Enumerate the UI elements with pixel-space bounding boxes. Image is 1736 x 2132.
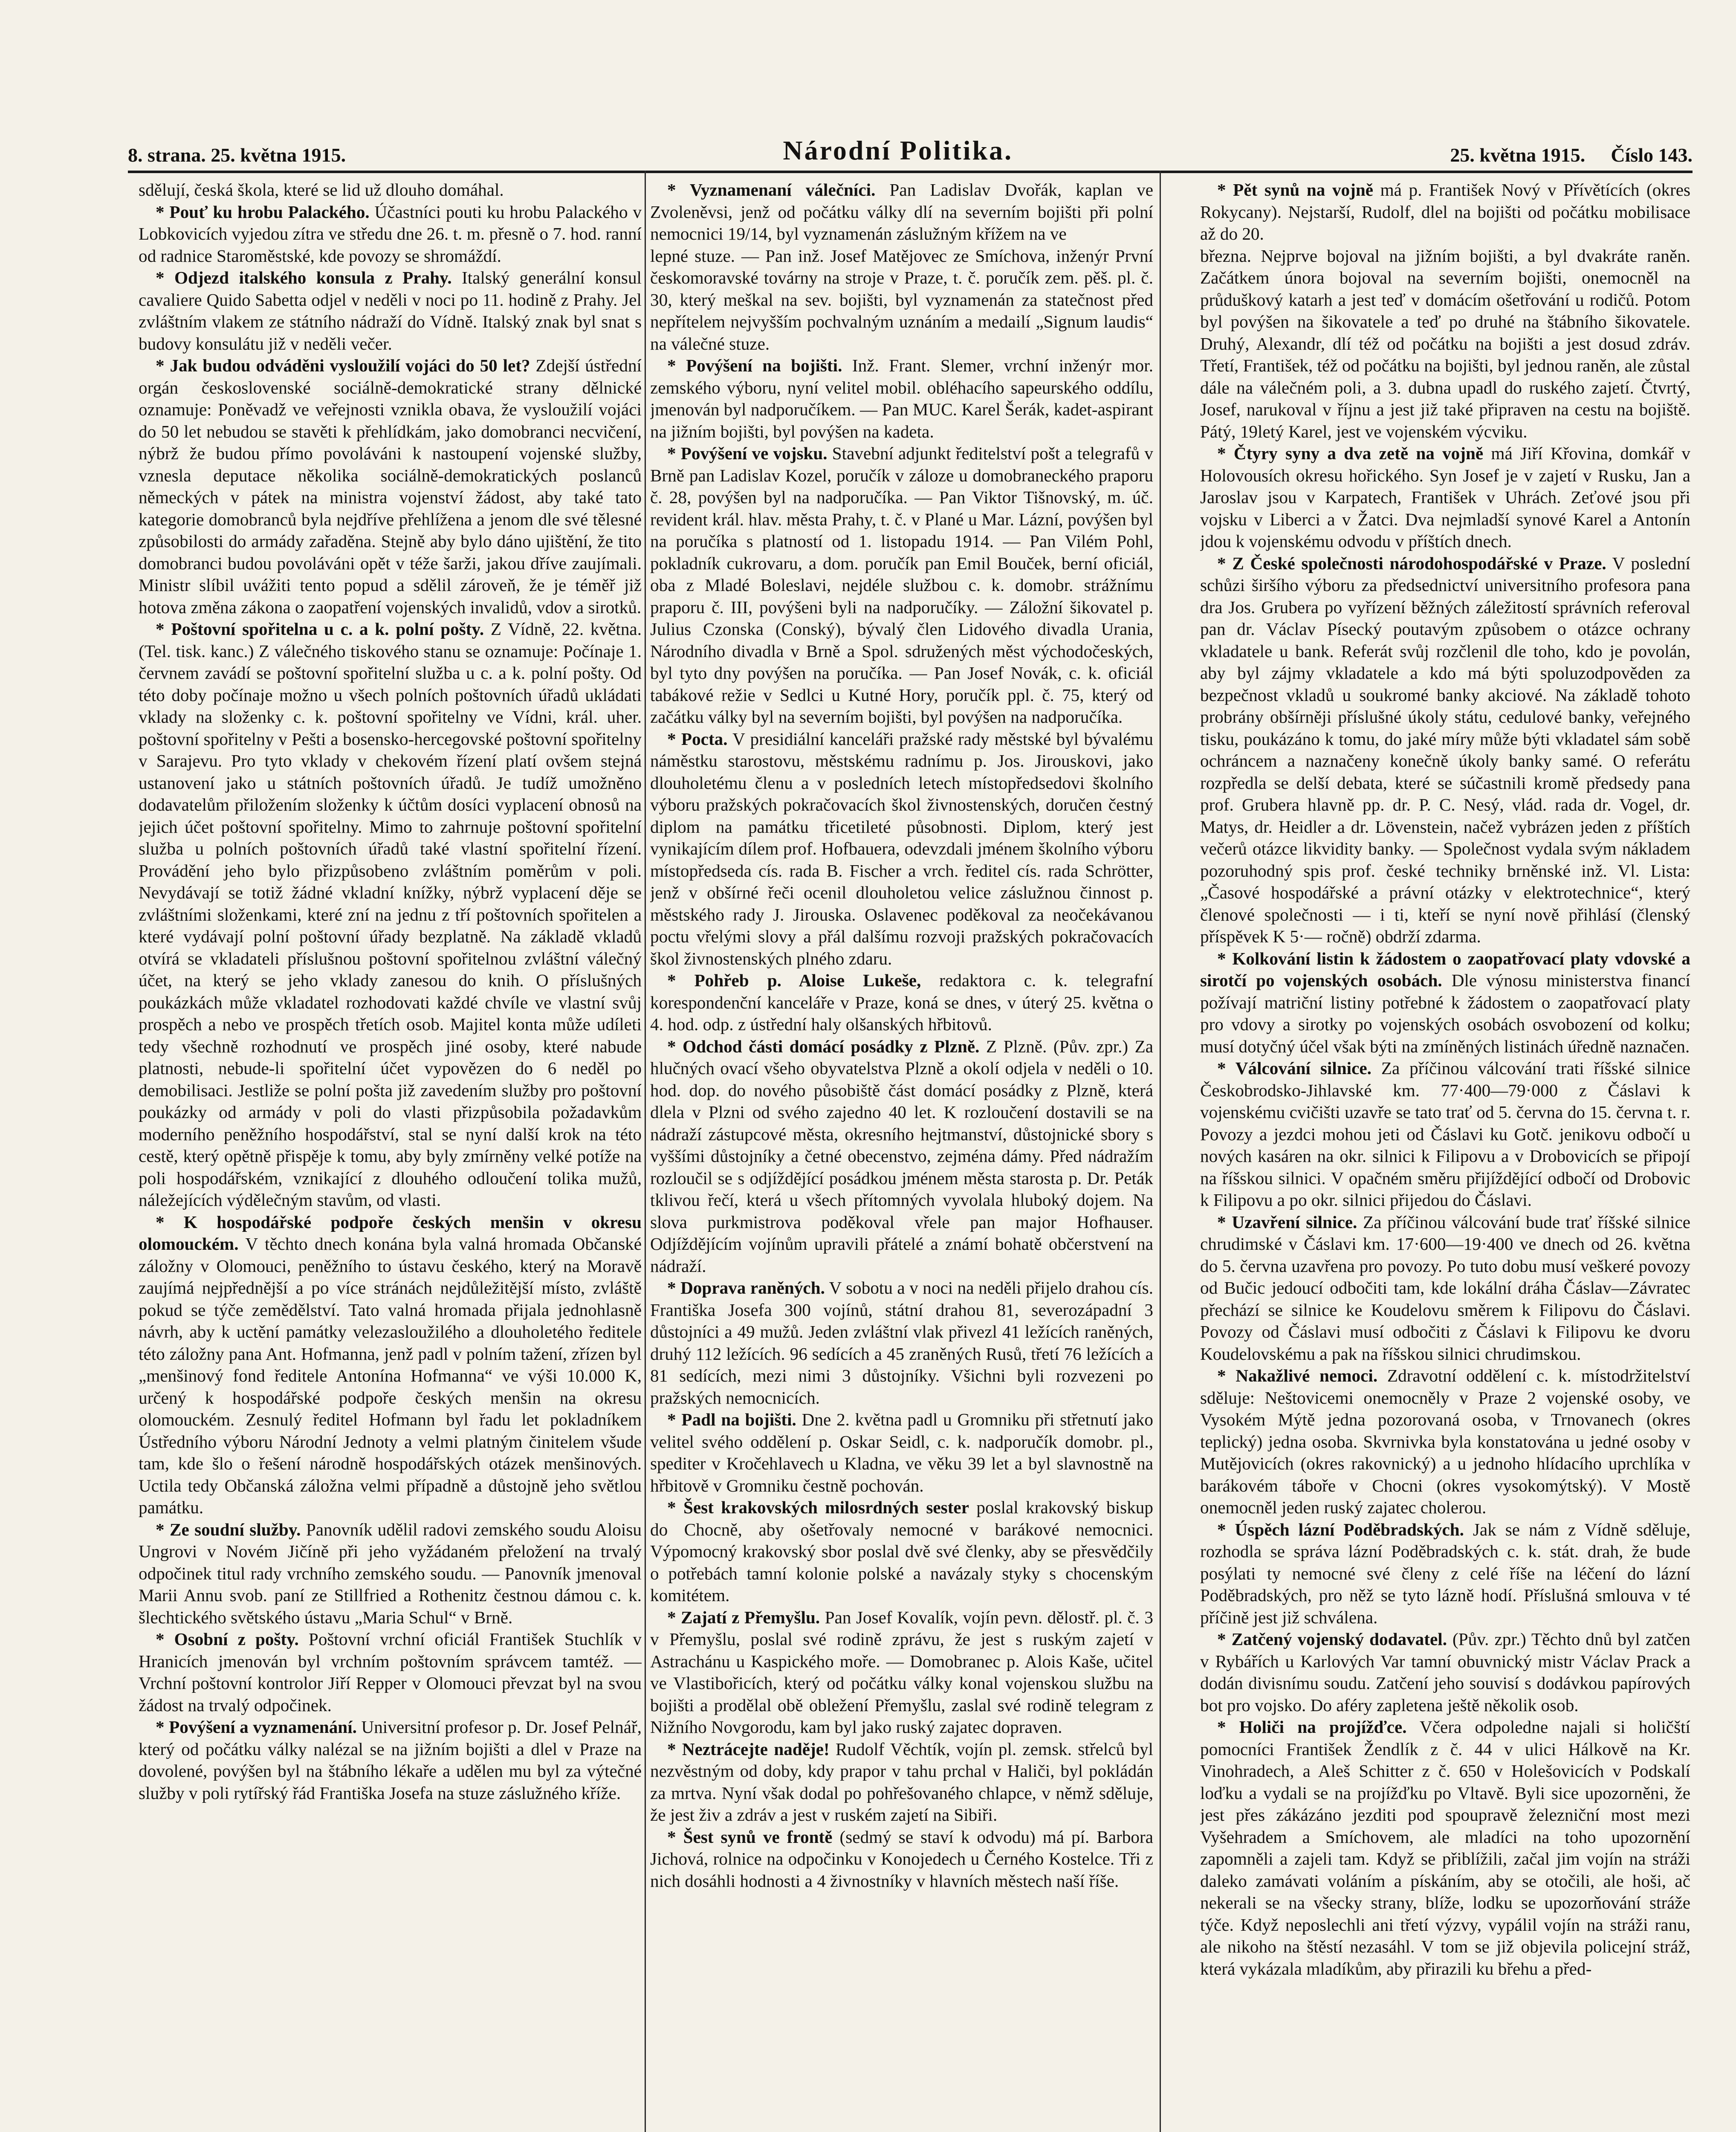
column-1: [139, 179, 642, 2132]
article-paragraph: [139, 1211, 642, 1519]
article-heading: * Osobní z pošty.: [156, 1629, 299, 1649]
article-text: V poslední schůzi širšího výboru za předsednictví universitního profesora pana dra Jos. Grubera po vyřízení běžných záležitostí správních referoval pan dr. Václav Písecký poutavým způsobem o otázce ochrany vkladatele u bank. Referát svůj rozčlenil dle toho, kdo je povolán, aby byl zájmy vkladatele a kdo má býti spoluzodpověden za bezpečnost vkladů u soukromé banky akciové. Na základě tohoto probrány obšírněji příslušné úkoly státu, cedulové banky, veřejného tisku, poukázáno k tomu, do jaké míry může býti vkladatel sám sobě ochráncem a naznačeny konečně úkoly banky samé. O referátu rozpředla se delší debata, které se súčastnili kromě předsedy pana prof. Grubera hlavně pp. dr. P. C. Nesý, vlád. rada dr. Vogel, dr. Matys, dr. Heidler a dr. Lövenstein, načež vybrázen jeden z příštích večerů otázce likvidity banky. — Společnost vydala svým nákladem pozoruhodný spis prof. české techniky brněnské inž. Vl. Lista: „Časové hospodářské a právní otázky v elektrotechnice“, který členové společnosti — i ti, kteří se nyní nově přihlásí (členský příspěvek K 5·— ročně) obdrží zdarma.: [1200, 553, 1690, 946]
article-paragraph: [139, 1519, 642, 1629]
article-heading: * Pohřeb p. Aloise Lukeše,: [667, 970, 921, 990]
article-paragraph: [139, 1628, 642, 1716]
header-date: 25. května 1915.: [1450, 144, 1586, 166]
article-heading: * Poštovní spořitelna u c. a k. polní pošty.: [156, 619, 484, 639]
article-heading: * Válcování silnice.: [1217, 1058, 1371, 1078]
article-heading: * Vyznamenaní válečníci.: [667, 180, 876, 200]
article-text: poslal krakovský biskup do Chocně, aby ošetřovaly nemocné v barákové nemocnici. Výpomocný krakovský sbor poslal dvě své členky, aby se přesvědčily o potřebách tamní kolonie polské a navázaly styky s chocenským komitétem.: [650, 1498, 1153, 1605]
article-paragraph: [1200, 948, 1690, 1058]
article-heading: * Pět synů na vojně: [1217, 180, 1374, 200]
article-paragraph: [650, 1607, 1153, 1738]
article-paragraph: [650, 728, 1153, 970]
article-heading: * Pocta.: [667, 729, 728, 749]
article-paragraph: [650, 1036, 1153, 1277]
article-heading: * Šest synů ve frontě: [667, 1827, 833, 1847]
article-text: (sedmý se staví k odvodu) má pí. Barbora Jichová, rolnice na odpočinku v Konojedech u Černého Kostelce. Tři z nich dosáhli hodnosti a 4 živnostníky v hlavních městech naší říše.: [650, 1827, 1153, 1891]
article-text: Pan Ladislav Dvořák, kaplan ve Zvoleněvsi, jenž od počátku války dlí na severním bojišti při polní nemocnici 19/14, byl vyznamenán záslužným křížem na ve: [650, 180, 1153, 243]
article-paragraph: [1200, 1057, 1690, 1211]
article-text: Za příčinou válcování bude trať říšské silnice chrudimské v Čáslavi km. 17·600—19·400 ve dnech od 26. května do 5. června uzavřena pro povozy. Po tuto dobu musí veškeré povozy od Bučic jedoucí odbočiti tam, kde lokální dráha Čáslav—Závratec přechází se silnice ke Koudelovu směrem k Filipovu do Čáslavi. Povozy od Čáslavi musí odbočiti z Čáslavi k Filipovu ke dvoru Koudelovskému a pak na říšskou silnici chrudimskou.: [1200, 1212, 1690, 1364]
article-heading: * Uzavření silnice.: [1217, 1212, 1357, 1232]
article-heading: * Pouť ku hrobu Palackého.: [156, 202, 370, 222]
article-text: Jak se nám z Vídně sděluje, rozhodla se správa lázní Poděbradských c. k. stát. drah, že bude posýlati ty nemocné své členy z celé říše na léčení do lázní Poděbradských, pro něž se tyto lázně hodí. Příslušná smlouva v té příčině jest již schválena.: [1200, 1519, 1690, 1627]
article-paragraph: [1200, 1519, 1690, 1629]
article-paragraph: [1200, 179, 1690, 245]
article-paragraph: [650, 245, 1153, 355]
article-heading: * Odchod části domácí posádky z Plzně.: [667, 1036, 980, 1056]
article-text: Inž. Frant. Slemer, vrchní inženýr mor. zemského výboru, nyní velitel mobil. obléhacího sapeurského oddílu, jmenován byl nadporučíkem. — Pan MUC. Karel Šerák, kadet-aspirant na jižním bojišti, byl povýšen na kadeta.: [650, 356, 1153, 441]
article-heading: * Čtyry syny a dva zetě na vojně: [1217, 443, 1484, 463]
article-text: Dle výnosu ministerstva financí požívají matriční listiny potřebné k žádostem o zaopatřovací platy pro vdovy a sirotky po vojenských osobách osvobození od kolku; musí dotyčný účel však býti na zmíněných listinách úředně naznačen.: [1200, 970, 1690, 1056]
article-heading: * Z České společnosti národohospodářské v Praze.: [1217, 553, 1606, 573]
article-heading: * Padl na bojišti.: [667, 1410, 796, 1429]
article-text: března. Nejprve bojoval na jižním bojišti, a byl dvakráte raněn. Začátkem února bojoval na severním bojišti, onemocněl na průduškový katarh a jest teď v domácím ošetřování u rodičů. Potom byl povýšen na šikovatele a teď po druhé na štábního šikovatele. Druhý, Alexandr, dlí též od počátku na bojišti a jest dosud zdráv. Třetí, František, též od počátku na bojišti, byl jednou raněn, ale zůstal dále na válečném poli, a 3. dubna upadl do ruského zajetí. Čtvrtý, Josef, narukoval v říjnu a jest již také připraven na cestu na bojiště. Pátý, 19letý Karel, jest ve vojenském výcviku.: [1200, 246, 1690, 441]
article-paragraph: [650, 1409, 1153, 1497]
article-paragraph: [1200, 1365, 1690, 1519]
article-paragraph: [139, 179, 642, 201]
article-text: Zdejší ústřední orgán československé sociálně-demokratické strany dělnické oznamuje: Poněvadž ve veřejnosti vznikla obava, že vysloužilí vojáci do 50 let nebudou se stavěti k přehlídkám, jako domobranci necvičení, nýbrž že budou přímo povoláváni k nastoupení vojenské služby, vznesla deputace několika sociálně-demokratických poslanců německých v pátek na ministra vojenství žádost, aby také tato kategorie domobranců byla nejdříve přehlížena a jenom dle své tělesné způsobilosti do armády zařaděna. Stejně aby bylo dáno ujištění, že tito domobranci budou povoláváni opět v téže šarži, jakou dříve zaujímali. Ministr slíbil uvážiti tento popud a sdělil zároveň, že je téměř již hotova změna zákona o zaopatření vojenských invalidů, vdov a sirotků.: [139, 356, 642, 617]
masthead-title: Národní Politika.: [783, 135, 1013, 165]
article-heading: * Nakažlivé nemoci.: [1217, 1366, 1378, 1385]
article-heading: * Kolkování listin k žádostem o zaopatřovací platy vdovské a sirotčí po vojenských osobách.: [1200, 948, 1690, 990]
page-number-date: 8. strana. 25. května 1915.: [128, 144, 346, 166]
article-text: Zdravotní oddělení c. k. místodržitelství sděluje: Neštovicemi onemocněly v Praze 2 vojenské osoby, ve Vysokém Mýtě jedna pozorovaná osoba, v Trnovanech (okres teplický) jedna osoba. Skvrnivka byla konstatována u jedné osoby v Mutějovicích (okres rakovnický) a u jednoho hlídacího uprchlíka v barákovém táboře v Chocni (okres vysokomýtský). V Mostě onemocněl jeden ruský zajatec cholerou.: [1200, 1366, 1690, 1517]
article-heading: * Jak budou odváděni vysloužilí vojáci do 50 let?: [156, 356, 530, 375]
article-text: Universitní profesor p. Dr. Josef Pelnář, který od počátku války nalézal se na jižním bojišti a dlel v Praze na dovolené, povýšen byl na štábního lékaře a udělen mu byl za výtečné služby v poli rytířský řád Františka Josefa na stuze záslužného kříže.: [139, 1717, 642, 1803]
article-text: lepné stuze. — Pan inž. Josef Matějovec ze Smíchova, inženýr První českomoravské továrny na stroje v Praze, t. č. poručík zem. pěš. pl. č. 30, který meškal na sev. bojišti, byl vyznamenán za statečnost před nepřítelem nejvyšším pochvalným uznáním a medailí „Signum laudis“ na válečné stuze.: [650, 246, 1153, 353]
article-heading: * Úspěch lázní Poděbradských.: [1217, 1519, 1464, 1539]
article-text: V těchto dnech konána byla valná hromada Občanské záložny v Olomouci, peněžního to ústavu českého, který na Moravě zaujímá nejpřednější a po více stránách nejdůležitější místo, zvláště pokud se týče zemědělství. Tato valná hromada přijala jednohlasně návrh, aby k uctění památky velezasloužilého a dlouholetého ředitele této záložny pana Ant. Hofmanna, jenž padl v polním tažení, zřízen byl „menšinový fond ředitele Antonína Hofmanna“ ve výši 10.000 K, určený k hospodářské podpoře českých menšin na okresu olomouckém. Zesnulý ředitel Hofmann byl řadu let pokladníkem Ústředního výboru Národní Jednoty a velmi platným činitelem všude tam, kde šlo o řešení národně hospodářských otázek menšinových. Uctila tedy Občanská záložna velmi případně a důstojně jeho světlou památku.: [139, 1234, 642, 1517]
article-paragraph: [1200, 1628, 1690, 1716]
article-heading: * Ze soudní služby.: [156, 1519, 301, 1539]
article-paragraph: [650, 1826, 1153, 1892]
article-paragraph: [650, 1277, 1153, 1409]
article-text: má Jiří Křovina, domkář v Holovousích okresu hořického. Syn Josef je v zajetí v Rusku, Jan a Jaroslav jsou v Karpatech, František v Uhrách. Zeťové jsou při vojsku v Liberci a v Žatci. Dva nejmladší synové Karel a Antonín jdou k vojenskému odvodu v příštích dnech.: [1200, 443, 1690, 551]
column-2: [650, 179, 1153, 2132]
article-heading: * Zajatí z Přemyšlu.: [667, 1607, 820, 1627]
article-heading: * Zatčený vojenský dodavatel.: [1217, 1629, 1447, 1649]
article-heading: * Šest krakovských milosrdných sester: [667, 1498, 969, 1517]
article-paragraph: [139, 355, 642, 618]
issue-number: Číslo 143.: [1611, 144, 1693, 166]
article-text: Účastníci pouti ku hrobu Palackého v Lobkovicích vyjedou zítra ve středu dne 26. t. m. přesně o 7. hod. ranní od radnice Staroměstské, kde povozy se shromáždí.: [139, 202, 642, 266]
article-text: (Pův. zpr.) Těchto dnů byl zatčen v Rybářích u Karlových Var tamní obuvnický mistr Václav Prack a dodán divisnímu soudu. Zatčení jeho souvisí s dodávkou papírových bot pro vojsko. Do aféry zapletena ještě několik osob.: [1200, 1629, 1690, 1715]
article-heading: * Povýšení na bojišti.: [667, 356, 842, 375]
article-paragraph: [650, 355, 1153, 443]
article-text: Za příčinou válcování trati říšské silnice Českobrodsko-Jihlavské km. 77·400—79·000 z Čáslavi k vojenskému cvičišti uzavře se tato trať od 5. června do 15. června t. r. Povozy a jezdci mohou jeti od Čáslavi ku Gotč. jenikovu odbočí u nových kasáren na okr. silnici k Filipovu a v Drobovicích se připojí na říšskou silnici. V opačném směru přijíždějící odbočí od Drobovic k Filipovu a po okr. silnici přijedou do Čáslavi.: [1200, 1058, 1690, 1210]
article-text: Italský generální konsul cavaliere Quido Sabetta odjel v neděli v noci po 11. hodině z Prahy. Jel zvláštním vlakem ze státního nádraží do Vídně. Italský znak byl snat s budovy konsulátu již v neděli večer.: [139, 268, 642, 353]
article-heading: * Odjezd italského konsula z Prahy.: [156, 268, 452, 287]
article-text: má p. František Nový v Přívětících (okres Rokycany). Nejstarší, Rudolf, dlel na bojišti od počátku mobilisace až do 20.: [1200, 180, 1690, 243]
article-text: Rudolf Věchtík, vojín pl. zemsk. střelců byl nezvěstným od doby, kdy prapor v tahu prchal v Haliči, byl pokládán za mrtva. Nyní však dodal po pohřešovaného chlapce, v němž sděluje, že jest živ a zdráv a jest v ruském zajetí na Sibiři.: [650, 1739, 1153, 1825]
column-divider: [645, 171, 646, 2132]
article-text: redaktora c. k. telegrafní korespondenční kanceláře v Praze, koná se dnes, v úterý 25. května o 4. hod. odp. z ústřední haly olšanských hřbitovů.: [650, 970, 1153, 1034]
article-text: Pan Josef Kovalík, vojín pevn. dělostř. pl. č. 3 v Přemyšlu, poslal své rodině zprávu, že jest s ruským zajetí v Astrachánu u Kaspického moře. — Domobranec p. Alois Kaše, učitel ve Vlastibořicích, který od počátku války konal vojenskou službu na bojišti a prodělal obě obležení Přemyšlu, zaslal své rodině telegram z Nižního Novgorodu, kam byl jako ruský zajatec dopraven.: [650, 1607, 1153, 1737]
article-paragraph: [1200, 1211, 1690, 1365]
article-paragraph: [650, 1497, 1153, 1607]
article-text: Včera odpoledne najali si holičští pomocníci František Žendlík z č. 44 v ulici Hálkově na Kr. Vinohradech, a Aleš Schitter z č. 650 v Holešovicích v Podskalí loďku a vydali se na projížďku po Vltavě. Byli sice upozorněni, že jest přes zákázáno jezditi pod spoupravě železniční most mezi Vyšehradem a Smíchovem, ale mladíci na toho upozornění zapomněli a zajeli tam. Když se přiblížili, začal jim vojín na stráži daleko zamávati voláním a pískáním, aby se otočili, ale hoši, ač nekerali se na všecky strany, blíže, lodku se upozorňování stráže týče. Když neposlechli ani třetí výzvy, vypálil vojín na stráži ranu, ale nikoho na štěstí nezasáhl. V tom se již objevila policejní stráž, která vykázala mladíkům, aby přirazili ku břehu a před-: [1200, 1717, 1690, 1978]
article-text: Z Vídně, 22. května. (Tel. tisk. kanc.) Z válečného tiskového stanu se oznamuje: Počínaje 1. červnem zavádí se poštovní spořitelní služba u c. a k. polní pošty. Od této doby počínaje možno u všech polních poštovních úřadů ukládati vklady na složenky c. k. poštovní spořitelny ve Vídni, král. uher. poštovní spořitelny v Pešti a bosensko-hercegovské poštovní spořitelny v Sarajevu. Pro tyto vklady v chekovém řízení platí ovšem stejná ustanovení jako u státních poštovních úřadů. Je tudíž umožněno dodavatelům přiložením složenky k účtům dosíci vyplacení obnosů na jejich účet poštovní spořitelny. Mimo to zahrnuje poštovní spořitelní služba u polních poštovních úřadů také vlastní spořitelní řízení. Provádění jeho bylo přizpůsobeno zvláštním poměrům v poli. Nevydávají se totiž žádné vkladní knížky, nýbrž vyplacení děje se zvláštními složenkami, které zní na jednu z tří poštovních spořitelen a které vydávají polní poštovní úřady bezplatně. Na základě vkladů otvírá se vkladateli příslušnou poštovní spořitelnou zvláštní válečný účet, na který se jeho vklady zanesou do knih. O příslušných poukázkách může vkladatel rozhodovati každé chvíle ve vlastní svůj prospěch a nebo ve prospěch třetích osob. Majitel konta může udíleti tedy všechně rozhodnutí ve prospěch jiné osoby, které nabude platnosti, nebude-li spořitelní účet vypovězen do 6 neděl po demobilisaci. Jestliže se polní pošta již zavedením služby pro poštovní poukázky od armády v poli do vlasti přizpůsobila požadavkům moderního peněžního hospodářství, stal se nyní další krok na této cestě, který opětně přispěje k tomu, aby byly zmírněny velké potíže na poli hospodářském, vznikající z dlouhého odloučení tolika mužů, náležejících výdělečným stavům, od vlasti.: [139, 619, 642, 1210]
article-text: Panovník udělil radovi zemského soudu Aloisu Ungrovi v Novém Jičíně při jeho vyžádaném přeložení na trvalý odpočinek titul rady vrchního zemského soudu. — Panovník jmenoval Marii Annu svob. paní ze Stillfried a Rothenitz čestnou dámou c. k. šlechtického světského ústavu „Maria Schul“ v Brně.: [139, 1519, 642, 1627]
article-paragraph: [139, 201, 642, 267]
article-text: V presidiální kanceláři pražské rady městské byl bývalému náměstku starostovu, městskému radnímu p. Jos. Jirouskovi, jako dlouholetému členu a v posledních letech místopředsedovi školního výboru pražských pokračovacích škol živnostenských, doručen čestný diplom na památku třicetileté působnosti. Diplom, který jest vynikajícím dílem prof. Hofbauera, odevzdali jménem školního výboru místopředseda cís. rada B. Fischer a vrch. ředitel cís. rada Schrötter, jenž v obšírné řeči ocenil dlouholetou velice záslužnou činnost p. městského rady J. Jirouska. Oslavenec poděkoval za neočekávanou poctu vřelými slovy a přál dalšímu rozvoji pražských pokračovacích škol živnostenských plného zdaru.: [650, 729, 1153, 968]
article-paragraph: [650, 443, 1153, 728]
article-paragraph: [1200, 443, 1690, 553]
article-heading: * Doprava raněných.: [667, 1278, 825, 1298]
article-heading: * Holiči na projížďce.: [1217, 1717, 1407, 1737]
page-header: [128, 127, 1693, 173]
article-paragraph: [650, 970, 1153, 1036]
article-heading: * Povýšení a vyznamenání.: [156, 1717, 357, 1737]
article-text: Poštovní vrchní oficiál František Stuchlík v Hranicích jmenován byl vrchním poštovním správcem tamtéž. — Vrchní poštovní kontrolor Jiří Repper v Olomouci převzat byl na svou žádost na trvalý odpočinek.: [139, 1629, 642, 1715]
article-paragraph: [1200, 1716, 1690, 1980]
article-heading: * Neztrácejte naděje!: [667, 1739, 830, 1759]
article-text: sdělují, česká škola, které se lid už dlouho domáhal.: [139, 180, 504, 200]
article-text: Z Plzně. (Pův. zpr.) Za hlučných ovací všeho obyvatelstva Plzně a okolí odjela v neděli o 10. hod. dop. do nového působiště část domácí posádky z Plzně, která dlela v Plzni od svého zajedno 40 let. K rozloučení dostavili se na nádraží zástupcové města, okresního hejtmanství, důstojnické sbory s vyššími důstojníky a četné obecenstvo, zejména dámy. Před nádražím rozloučil se s odjíždějící posádkou jménem města starosta p. Dr. Peták tklivou řečí, která u všech přítomných vyvolala hluboký dojem. Na slova purkmistrova poděkoval vřele pan major Hofhauser. Odjíždějícím vojínům upravili přátelé a známí bohatě občerstvení na nádraží.: [650, 1036, 1153, 1276]
column-3: [1200, 179, 1690, 2132]
article-text: V sobotu a v noci na neděli přijelo drahou cís. Františka Josefa 300 vojínů, státní drahou 81, severozápadní 3 důstojníci a 49 mužů. Jeden zvláštní vlak přivezl 41 ležících raněných, druhý 112 ležících. 96 sedících a 45 zraněných Rusů, třetí 76 ležících a 81 sedících, mezi nimi 3 důstojníky. Všichni byli rozvezeni po pražských nemocnicích.: [650, 1278, 1153, 1408]
article-paragraph: [650, 1738, 1153, 1826]
article-paragraph: [139, 267, 642, 355]
article-heading: * Povýšení ve vojsku.: [667, 443, 827, 463]
article-text: Dne 2. května padl u Gromniku při střetnutí jako velitel svého oddělení p. Oskar Seidl, c. k. nadporučík domobr. pl., spediter v Kročehlavech u Kladna, ve věku 39 let a byl slavnostně na hřbitově v Gromniku čestně pochován.: [650, 1410, 1153, 1495]
article-text: Stavební adjunkt ředitelství pošt a telegrafů v Brně pan Ladislav Kozel, poručík v záloze u domobraneckého praporu č. 28, povýšen byl na nadporučíka. — Pan Viktor Tišnovský, m. úč. revident král. hlav. města Prahy, t. č. v Plané u Mar. Lázní, povýšen byl na poručíka s platností od 1. listopadu 1914. — Pan Vilém Pohl, pokladník cukrovaru, a dom. poručík pan Emil Bouček, berní oficiál, oba z Mladé Boleslavi, nejdéle službou c. k. domobr. strážnímu praporu č. III, povýšeni byli na nadporučíky. — Záložní šikovatel p. Julius Czonska (Conský), bývalý člen Lidového divadla Urania, Národního divadla v Brně a Spol. sdružených měst východočeských, byl tyto dny povýšen na poručíka. — Pan Josef Novák, c. k. oficiál tabákové režie v Sedlci u Kutné Hory, poručík ppl. č. 75, který od začátku války byl na severním bojišti, byl povýšen na nadporučíka.: [650, 443, 1153, 727]
article-paragraph: [650, 179, 1153, 245]
article-heading: * K hospodářské podpoře českých menšin v okresu olomouckém.: [139, 1212, 642, 1254]
article-paragraph: [139, 618, 642, 1211]
article-paragraph: [1200, 553, 1690, 948]
article-paragraph: [1200, 245, 1690, 443]
article-paragraph: [139, 1716, 642, 1804]
column-divider: [1160, 171, 1161, 2132]
